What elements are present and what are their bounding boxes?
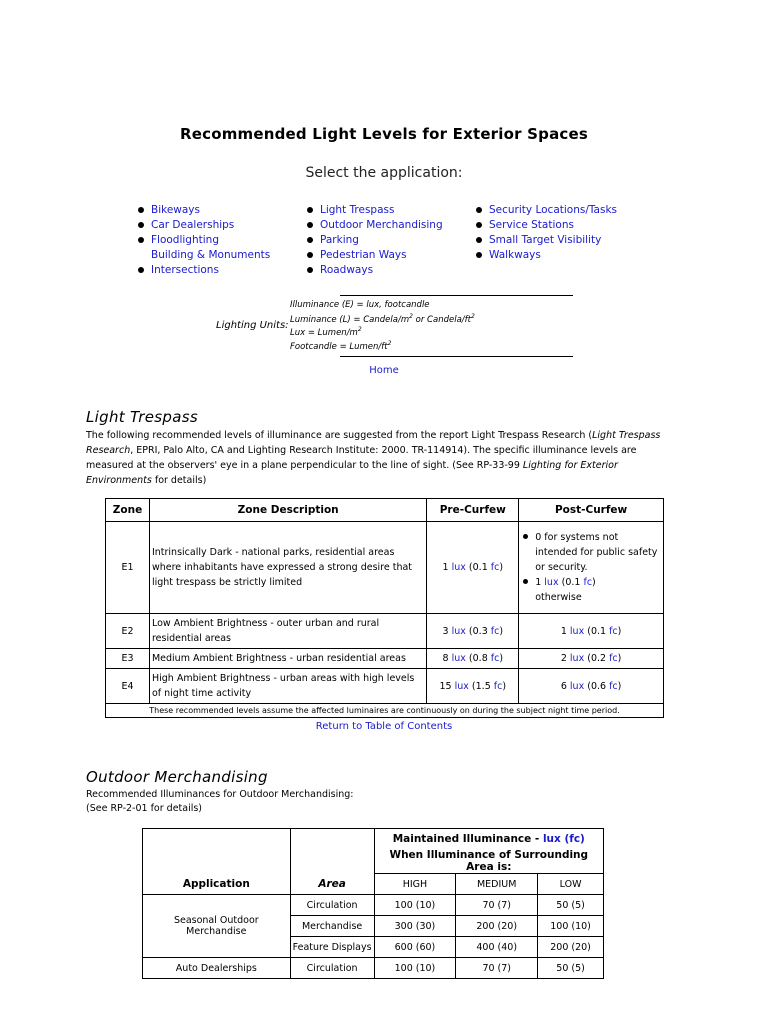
list-item — [307, 203, 443, 218]
lux-link[interactable]: lux — [451, 625, 466, 637]
post-curfew-cell: 6 lux (0.6 fc) — [519, 669, 664, 704]
link-security-locations[interactable]: Security Locations/Tasks — [489, 204, 618, 216]
unit-illuminance: Illuminance (E) = lux, footcandle — [290, 300, 430, 310]
medium-cell: 70 (7) — [456, 895, 538, 916]
low-cell: 100 (10) — [538, 916, 604, 937]
list-item — [476, 203, 617, 218]
lux-fc-link[interactable]: lux (fc) — [542, 833, 585, 845]
list-item — [476, 218, 617, 233]
light-trespass-table — [105, 498, 664, 718]
unit-footcandle: Footcandle = Lumen/$ft^2$ — [290, 340, 392, 352]
link-car-dealerships[interactable]: Car Dealerships — [151, 219, 235, 231]
list-item — [476, 233, 617, 248]
lux-link[interactable]: lux — [451, 562, 466, 573]
level-medium: MEDIUM — [456, 874, 538, 895]
level-high: HIGH — [374, 874, 456, 895]
link-intersections[interactable]: Intersections — [151, 264, 219, 276]
fc-link[interactable]: fc — [490, 625, 500, 637]
table-row — [106, 669, 664, 704]
lux-link[interactable]: lux — [544, 577, 559, 588]
link-building-monuments[interactable]: Building & Monuments — [151, 249, 271, 261]
list-item — [476, 248, 617, 263]
zone-cell: E1 — [106, 522, 150, 614]
table-row — [143, 895, 604, 916]
zone-cell: E3 — [106, 649, 150, 669]
surrounding-area-header: When Illuminance of Surrounding Area is: — [374, 849, 603, 874]
lighting-units-label: Lighting Units: — [216, 320, 289, 331]
application-list-col3 — [476, 203, 617, 263]
home-link[interactable]: Home — [369, 365, 399, 376]
list-item — [138, 263, 270, 278]
low-cell: 200 (20) — [538, 937, 604, 958]
fc-link[interactable]: fc — [609, 625, 618, 637]
area-cell: Circulation — [290, 958, 374, 979]
application-cell: Seasonal Outdoor Merchandise — [143, 895, 291, 958]
application-list-col2 — [307, 203, 443, 278]
col-header-application: Application — [143, 829, 291, 895]
application-cell: Auto Dealerships — [143, 958, 291, 979]
fc-link[interactable]: fc — [490, 653, 500, 664]
medium-cell: 400 (40) — [456, 937, 538, 958]
lux-link[interactable]: lux — [569, 653, 585, 664]
table-note-row — [106, 704, 664, 718]
fc-link[interactable]: fc — [609, 653, 618, 664]
link-bikeways[interactable]: Bikeways — [151, 204, 200, 216]
list-item — [138, 248, 270, 263]
outdoor-merchandising-heading: Outdoor Merchandising — [86, 768, 268, 786]
low-cell: 50 (5) — [538, 958, 604, 979]
list-item — [307, 218, 443, 233]
post-curfew-cell — [519, 522, 664, 614]
high-cell: 300 (30) — [374, 916, 456, 937]
link-service-stations[interactable]: Service Stations — [489, 219, 574, 231]
col-header-zone-description: Zone Description — [149, 499, 426, 522]
divider — [340, 295, 573, 296]
high-cell: 100 (10) — [374, 895, 456, 916]
fc-link[interactable]: fc — [493, 680, 503, 692]
high-cell: 100 (10) — [374, 958, 456, 979]
table-header-row — [106, 499, 664, 522]
list-item: 0 for systems not intended for public safety or security. — [521, 530, 661, 575]
link-walkways[interactable]: Walkways — [489, 249, 541, 261]
unit-luminance: Luminance (L) = Candela/$m^2$ or Candela/$ft^2$ — [290, 313, 475, 325]
col-header-post-curfew: Post-Curfew — [519, 499, 664, 522]
area-cell: Merchandise — [290, 916, 374, 937]
medium-cell: 200 (20) — [456, 916, 538, 937]
col-header-area: Area — [290, 829, 374, 895]
fc-link[interactable]: fc — [490, 562, 500, 573]
lux-link[interactable]: lux — [451, 653, 466, 664]
table-row — [106, 614, 664, 649]
list-item: 1 lux (0.1 fc) otherwise — [521, 575, 661, 605]
link-light-trespass[interactable]: Light Trespass — [320, 204, 395, 216]
light-trespass-intro: The following recommended levels of illuminance are suggested from the report Light Trespass Research (Light Trespass Research, EPRI, Palo Alto, CA and Lighting Research Institute: 2000. TR-114914). The specific illuminance levels are measured at the observers' eye in a plane perpendicular to the line of sight. (See RP-33-99 Lighting for Exterior Environments for details) — [86, 430, 661, 486]
area-cell: Feature Displays — [290, 937, 374, 958]
outdoor-merchandising-intro: Recommended Illuminances for Outdoor Merchandising: (See RP-2-01 for details) — [86, 789, 354, 814]
col-header-pre-curfew: Pre-Curfew — [427, 499, 519, 522]
list-item — [307, 263, 443, 278]
light-trespass-heading: Light Trespass — [86, 408, 198, 426]
link-roadways[interactable]: Roadways — [320, 264, 374, 276]
table-row — [106, 649, 664, 669]
link-small-target-visibility[interactable]: Small Target Visibility — [489, 234, 602, 246]
maintained-illuminance-header: Maintained Illuminance - lux (fc) — [374, 829, 603, 850]
pre-curfew-cell: 3 lux (0.3 fc) — [427, 614, 519, 649]
post-curfew-cell: 2 lux (0.2 fc) — [519, 649, 664, 669]
link-floodlighting[interactable]: Floodlighting — [151, 234, 219, 246]
zone-cell: E4 — [106, 669, 150, 704]
list-item — [138, 233, 270, 248]
zone-description-cell: Low Ambient Brightness - outer urban and rural residential areas — [149, 614, 426, 649]
pre-curfew-cell: 1 lux (0.1 fc) — [427, 522, 519, 614]
application-list-col1 — [138, 203, 270, 278]
high-cell: 600 (60) — [374, 937, 456, 958]
medium-cell: 70 (7) — [456, 958, 538, 979]
home-link-row — [0, 365, 768, 376]
link-parking[interactable]: Parking — [320, 234, 359, 246]
area-cell: Circulation — [290, 895, 374, 916]
post-curfew-cell: 1 lux (0.1 fc) — [519, 614, 664, 649]
zone-cell: E2 — [106, 614, 150, 649]
level-low: LOW — [538, 874, 604, 895]
list-item — [307, 248, 443, 263]
table-row — [143, 958, 604, 979]
unit-lux: Lux = Lumen/$m^2$ — [290, 326, 362, 338]
fc-link[interactable]: fc — [609, 680, 618, 692]
link-outdoor-merchandising[interactable]: Outdoor Merchandising — [320, 219, 443, 231]
return-link-row — [0, 721, 768, 732]
fc-link[interactable]: fc — [583, 577, 593, 588]
col-header-zone: Zone — [106, 499, 150, 522]
outdoor-merchandising-table — [142, 828, 604, 979]
table-note: These recommended levels assume the affected luminaires are continuously on during the subject night time period. — [106, 704, 664, 718]
pre-curfew-cell: 15 lux (1.5 fc) — [427, 669, 519, 704]
zone-description-cell: Intrinsically Dark - national parks, residential areas where inhabitants have expressed a strong desire that light trespass be strictly limited — [149, 522, 426, 614]
divider — [340, 356, 573, 357]
zone-description-cell: High Ambient Brightness - urban areas with high levels of night time activity — [149, 669, 426, 704]
lux-link[interactable]: lux — [569, 680, 585, 692]
zone-description-cell: Medium Ambient Brightness - urban residential areas — [149, 649, 426, 669]
return-to-toc-link[interactable]: Return to Table of Contents — [315, 721, 453, 732]
low-cell: 50 (5) — [538, 895, 604, 916]
select-application-label: Select the application: — [305, 165, 463, 181]
table-row — [106, 522, 664, 614]
list-item — [138, 203, 270, 218]
pre-curfew-cell: 8 lux (0.8 fc) — [427, 649, 519, 669]
list-item — [138, 218, 270, 233]
link-pedestrian-ways[interactable]: Pedestrian Ways — [320, 249, 407, 261]
lux-link[interactable]: lux — [454, 680, 469, 692]
list-item — [307, 233, 443, 248]
lux-link[interactable]: lux — [569, 625, 585, 637]
table-header-row — [143, 829, 604, 850]
page-title: Recommended Light Levels for Exterior Spaces — [179, 125, 589, 143]
